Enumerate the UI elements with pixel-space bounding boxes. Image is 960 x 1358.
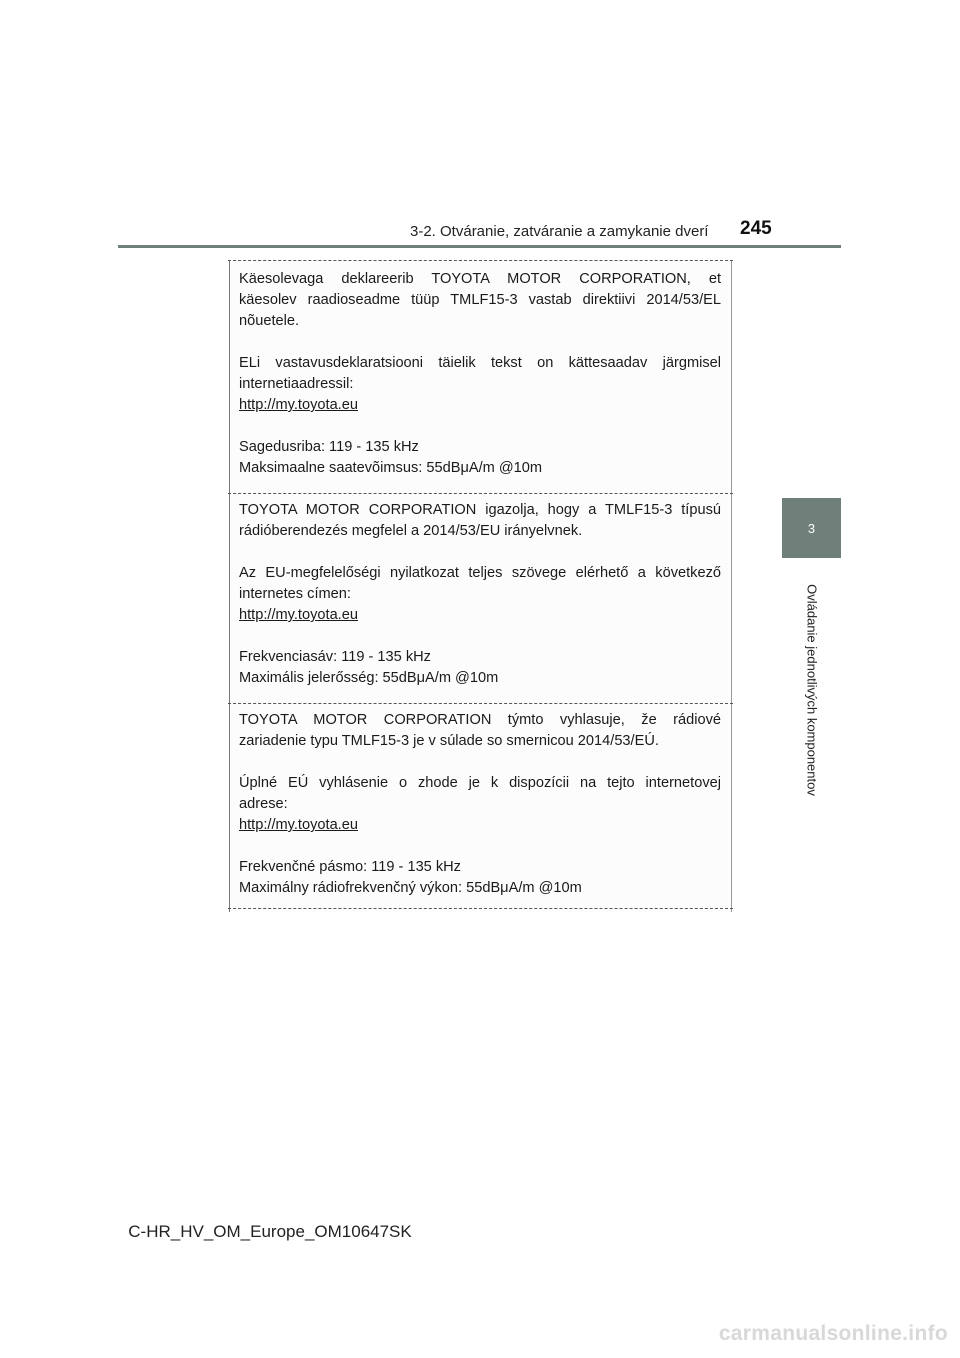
chapter-label-text: Ovládanie jednotlivých komponentov xyxy=(804,584,820,796)
full-text-line: internetes címen: xyxy=(239,586,351,602)
declaration-section-hungarian xyxy=(239,500,721,689)
declaration-link[interactable]: http://my.toyota.eu xyxy=(239,817,358,833)
watermark: carmanualsonline.info xyxy=(718,1322,948,1345)
frequency-line: Sagedusriba: 119 - 135 kHz xyxy=(239,439,419,455)
scan-border-top xyxy=(228,260,733,261)
frequency-line: Frekvenciasáv: 119 - 135 kHz xyxy=(239,649,431,665)
chapter-tab xyxy=(782,498,841,558)
full-text-line: Az EU-megfelelőségi nyilatkozat teljes szövege elérhető a következő xyxy=(239,565,721,581)
header-divider xyxy=(118,245,841,248)
document-code: C-HR_HV_OM_Europe_OM10647SK xyxy=(128,1222,412,1241)
declaration-line: TOYOTA MOTOR CORPORATION igazolja, hogy a TMLF15-3 típusú xyxy=(239,502,721,518)
frequency-line: Frekvenčné pásmo: 119 - 135 kHz xyxy=(239,859,461,875)
full-text-line: adrese: xyxy=(239,796,288,812)
page-number: 245 xyxy=(740,218,772,239)
chapter-number: 3 xyxy=(807,520,816,536)
full-text-line: Úplné EÚ vyhlásenie o zhode je k dispozícii na tejto internetovej xyxy=(239,775,721,791)
declaration-line: rádióberendezés megfelel a 2014/53/EU irányelvnek. xyxy=(239,523,583,539)
power-line: Maximális jelerősség: 55dBμA/m @10m xyxy=(239,670,499,686)
section-title: 3-2. Otváranie, zatváranie a zamykanie dverí xyxy=(410,223,709,240)
declaration-line: zariadenie typu TMLF15-3 je v súlade so smernicou 2014/53/EÚ. xyxy=(239,733,659,749)
power-line: Maksimaalne saatevõimsus: 55dBμA/m @10m xyxy=(239,460,543,476)
declaration-line: Käesolevaga deklareerib TOYOTA MOTOR CORPORATION, et xyxy=(239,271,721,287)
declaration-link[interactable]: http://my.toyota.eu xyxy=(239,607,358,623)
declaration-line: käesolev raadioseadme tüüp TMLF15-3 vastab direktiivi 2014/53/EL xyxy=(239,292,721,308)
full-text-line: internetiaadressil: xyxy=(239,376,354,392)
scan-border-bottom xyxy=(228,908,733,909)
power-line: Maximálny rádiofrekvenčný výkon: 55dBμA/m @10m xyxy=(239,880,582,896)
declaration-line: nõuetele. xyxy=(239,313,300,329)
section-divider xyxy=(228,493,733,494)
declaration-line: TOYOTA MOTOR CORPORATION týmto vyhlasuje, že rádiové xyxy=(239,712,721,728)
full-text-line: ELi vastavusdeklaratsiooni täielik tekst on kättesaadav järgmisel xyxy=(239,355,721,371)
section-divider xyxy=(228,703,733,704)
declaration-link[interactable]: http://my.toyota.eu xyxy=(239,397,358,413)
declaration-section-slovak xyxy=(239,710,721,899)
declaration-section-estonian xyxy=(239,269,721,479)
declaration-scan xyxy=(229,260,732,912)
